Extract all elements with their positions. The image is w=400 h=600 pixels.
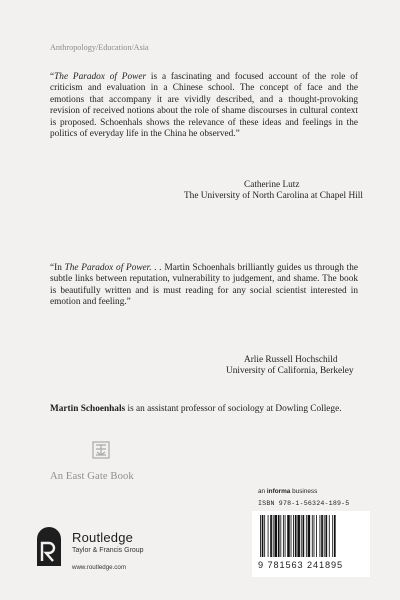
endorsement-quote-2 bbox=[50, 263, 358, 309]
attribution-name: Arlie Russell Hochschild bbox=[244, 355, 338, 365]
informa-brand: informa bbox=[266, 488, 291, 495]
barcode-bar bbox=[280, 515, 281, 557]
book-title: The Paradox of Power. . . bbox=[64, 263, 162, 273]
attribution-affiliation: The University of North Carolina at Chapel Hill bbox=[184, 191, 363, 202]
barcode-bar bbox=[332, 515, 333, 557]
barcode-bar bbox=[314, 515, 315, 557]
barcode-bar bbox=[285, 515, 286, 557]
barcode-bar bbox=[283, 515, 284, 557]
publisher-subtitle: Taylor & Francis Group bbox=[72, 547, 144, 554]
quote-text: is a fascinating and focused account of the role of criticism and evaluation in a Chinese school. The concept of face and the emotions that accompany it are vividly described, and a thought-provoking revision of received notions about the role of shame discourses in cultural context is proposed. Schoenhals shows the relevance of these ideas and feelings in the politics of everyday life in the China he observed.” bbox=[50, 72, 358, 140]
book-title: The Paradox of Power bbox=[54, 72, 147, 82]
category-label: Anthropology/Education/Asia bbox=[50, 43, 149, 52]
attribution-2 bbox=[200, 355, 358, 378]
attribution-1 bbox=[184, 180, 363, 203]
barcode-bar bbox=[321, 515, 323, 557]
barcode-bar bbox=[262, 515, 264, 557]
isbn-label: ISBN 978-1-56324-189-5 bbox=[258, 500, 350, 507]
barcode-bar bbox=[297, 515, 300, 557]
barcode-bars bbox=[258, 515, 364, 557]
attribution-affiliation: University of California, Berkeley bbox=[226, 366, 354, 377]
barcode-bar bbox=[312, 515, 313, 557]
quote-open-mark: “ bbox=[50, 72, 55, 82]
attribution-name: Catherine Lutz bbox=[244, 180, 300, 190]
barcode-bar bbox=[260, 515, 261, 557]
barcode-bar bbox=[301, 515, 302, 557]
barcode-bar bbox=[278, 515, 280, 557]
endorsement-quote-1 bbox=[50, 72, 358, 140]
imprint-label: An East Gate Book bbox=[50, 471, 134, 482]
barcode-number: 9 781563 241895 bbox=[258, 560, 344, 570]
author-name: Martin Schoenhals bbox=[50, 404, 126, 414]
barcode-bar bbox=[325, 515, 327, 557]
publisher-url[interactable]: www.routledge.com bbox=[72, 564, 126, 571]
barcode-bar bbox=[324, 515, 325, 557]
barcode-bar bbox=[316, 515, 317, 557]
barcode-bar bbox=[270, 515, 272, 557]
quote-text: Martin Schoenhals brilliantly guides us through the subtle links between reputation, vulnerability to judgement, and shame. The book is beautifully written and is must reading for any social scientist interested in emotion and feeling.” bbox=[50, 263, 358, 308]
author-bio bbox=[50, 404, 370, 415]
barcode-bar bbox=[293, 515, 294, 557]
barcode-bar bbox=[287, 515, 290, 557]
barcode-bar bbox=[308, 515, 311, 557]
informa-suffix: business bbox=[290, 488, 318, 495]
barcode-bar bbox=[295, 515, 297, 557]
barcode-bar bbox=[268, 515, 269, 557]
publisher-name: Routledge bbox=[72, 530, 134, 545]
barcode-bar bbox=[274, 515, 277, 557]
barcode-bar bbox=[273, 515, 274, 557]
routledge-logo-icon bbox=[36, 527, 62, 567]
author-bio-text: is an assistant professor of sociology at Dowling College. bbox=[125, 404, 342, 414]
barcode-bar bbox=[264, 515, 265, 557]
barcode-bar bbox=[303, 515, 305, 557]
barcode-bar bbox=[329, 515, 330, 557]
barcode-bar bbox=[306, 515, 307, 557]
informa-tagline bbox=[258, 488, 317, 495]
barcode-bar bbox=[334, 515, 336, 557]
barcode-bar bbox=[320, 515, 321, 557]
barcode-bar bbox=[291, 515, 292, 557]
quote-open-mark: “In bbox=[50, 263, 65, 273]
informa-prefix: an bbox=[258, 488, 267, 495]
east-gate-seal-icon bbox=[92, 441, 110, 459]
